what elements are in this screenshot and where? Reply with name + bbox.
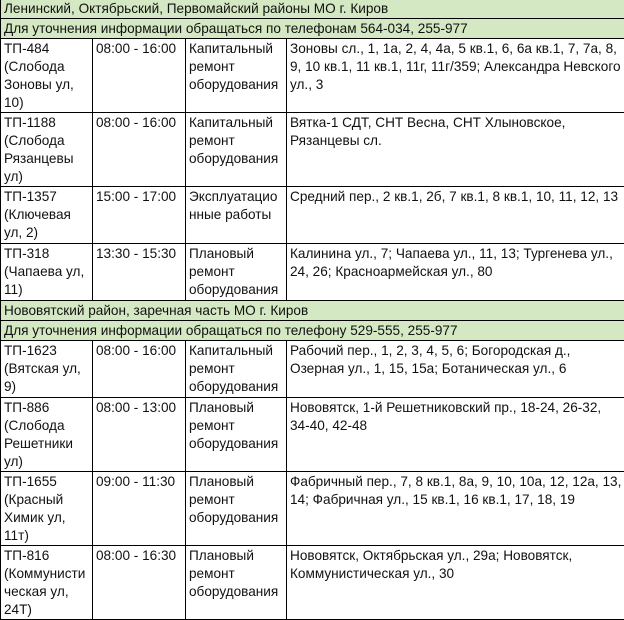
- district-title: Ленинский, Октябрьский, Первомайский районы МО г. Киров: [1, 0, 624, 19]
- time-cell: 13:30 - 15:30: [93, 244, 186, 301]
- time-cell: 15:00 - 17:00: [93, 187, 186, 244]
- work-type-cell: Эксплуатационные работы: [186, 187, 287, 244]
- table-row: [1, 546, 624, 620]
- work-type-cell: Плановый ремонт оборудования: [186, 472, 287, 546]
- section-phone-row: [1, 19, 624, 39]
- substation-cell: ТП-1623 (Вятская ул, 9): [1, 341, 93, 398]
- table-row: [1, 113, 624, 187]
- substation-cell: ТП-1188 (Слобода Рязанцевы ул): [1, 113, 93, 187]
- time-cell: 08:00 - 16:00: [93, 39, 186, 113]
- table-row: [1, 39, 624, 113]
- table-row: [1, 244, 624, 301]
- addresses-cell: Вятка-1 СДТ, СНТ Весна, СНТ Хлыновское, Рязанцевы сл.: [287, 113, 624, 187]
- table-row: [1, 341, 624, 398]
- work-type-cell: Капитальный ремонт оборудования: [186, 341, 287, 398]
- addresses-cell: Калинина ул., 7; Чапаева ул., 11, 13; Тургенева ул., 24, 26; Красноармейская ул., 80: [287, 244, 624, 301]
- addresses-cell: Средний пер., 2 кв.1, 2б, 7 кв.1, 8 кв.1, 10, 11, 12, 13: [287, 187, 624, 244]
- time-cell: 08:00 - 16:00: [93, 341, 186, 398]
- substation-cell: ТП-318 (Чапаева ул, 11): [1, 244, 93, 301]
- phone-note: Для уточнения информации обращаться по телефону 529-555, 255-977: [1, 321, 624, 341]
- substation-cell: ТП-1655 (Красный Химик ул, 11т): [1, 472, 93, 546]
- section-district-row: [1, 0, 624, 19]
- work-type-cell: Капитальный ремонт оборудования: [186, 39, 287, 113]
- substation-cell: ТП-1357 (Ключевая ул, 2): [1, 187, 93, 244]
- work-type-cell: Капитальный ремонт оборудования: [186, 113, 287, 187]
- district-title: Нововятский район, заречная часть МО г. Киров: [1, 301, 624, 321]
- substation-cell: ТП-484 (Слобода Зоновы ул, 10): [1, 39, 93, 113]
- table-row: [1, 187, 624, 244]
- addresses-cell: Фабричный пер., 7, 8 кв.1, 8а, 9, 10, 10а, 12, 12а, 13, 14; Фабричная ул., 15 кв.1, 16 кв.1, 17, 18, 19: [287, 472, 624, 546]
- addresses-cell: Нововятск, 1-й Решетниковский пр., 18-24, 26-32, 34-40, 42-48: [287, 398, 624, 472]
- section-phone-row: [1, 321, 624, 341]
- work-type-cell: Плановый ремонт оборудования: [186, 398, 287, 472]
- work-type-cell: Плановый ремонт оборудования: [186, 546, 287, 620]
- time-cell: 08:00 - 13:00: [93, 398, 186, 472]
- addresses-cell: Нововятск, Октябрьская ул., 29а; Нововятск, Коммунистическая ул., 30: [287, 546, 624, 620]
- substation-cell: ТП-816 (Коммунистическая ул, 24Т): [1, 546, 93, 620]
- work-type-cell: Плановый ремонт оборудования: [186, 244, 287, 301]
- table-row: [1, 398, 624, 472]
- time-cell: 08:00 - 16:00: [93, 113, 186, 187]
- phone-note: Для уточнения информации обращаться по телефонам 564-034, 255-977: [1, 19, 624, 39]
- addresses-cell: Зоновы сл., 1, 1а, 2, 4, 4а, 5 кв.1, 6, 6а кв.1, 7, 7а, 8, 9, 10 кв.1, 11 кв.1, 11г, 11г/359; Александра Невского ул., 3: [287, 39, 624, 113]
- table-row: [1, 472, 624, 546]
- section-district-row: [1, 301, 624, 321]
- time-cell: 08:00 - 16:30: [93, 546, 186, 620]
- substation-cell: ТП-886 (Слобода Решетники ул): [1, 398, 93, 472]
- time-cell: 09:00 - 11:30: [93, 472, 186, 546]
- addresses-cell: Рабочий пер., 1, 2, 3, 4, 5, 6; Богородская д., Озерная ул., 1, 15, 15а; Ботаническая ул., 6: [287, 341, 624, 398]
